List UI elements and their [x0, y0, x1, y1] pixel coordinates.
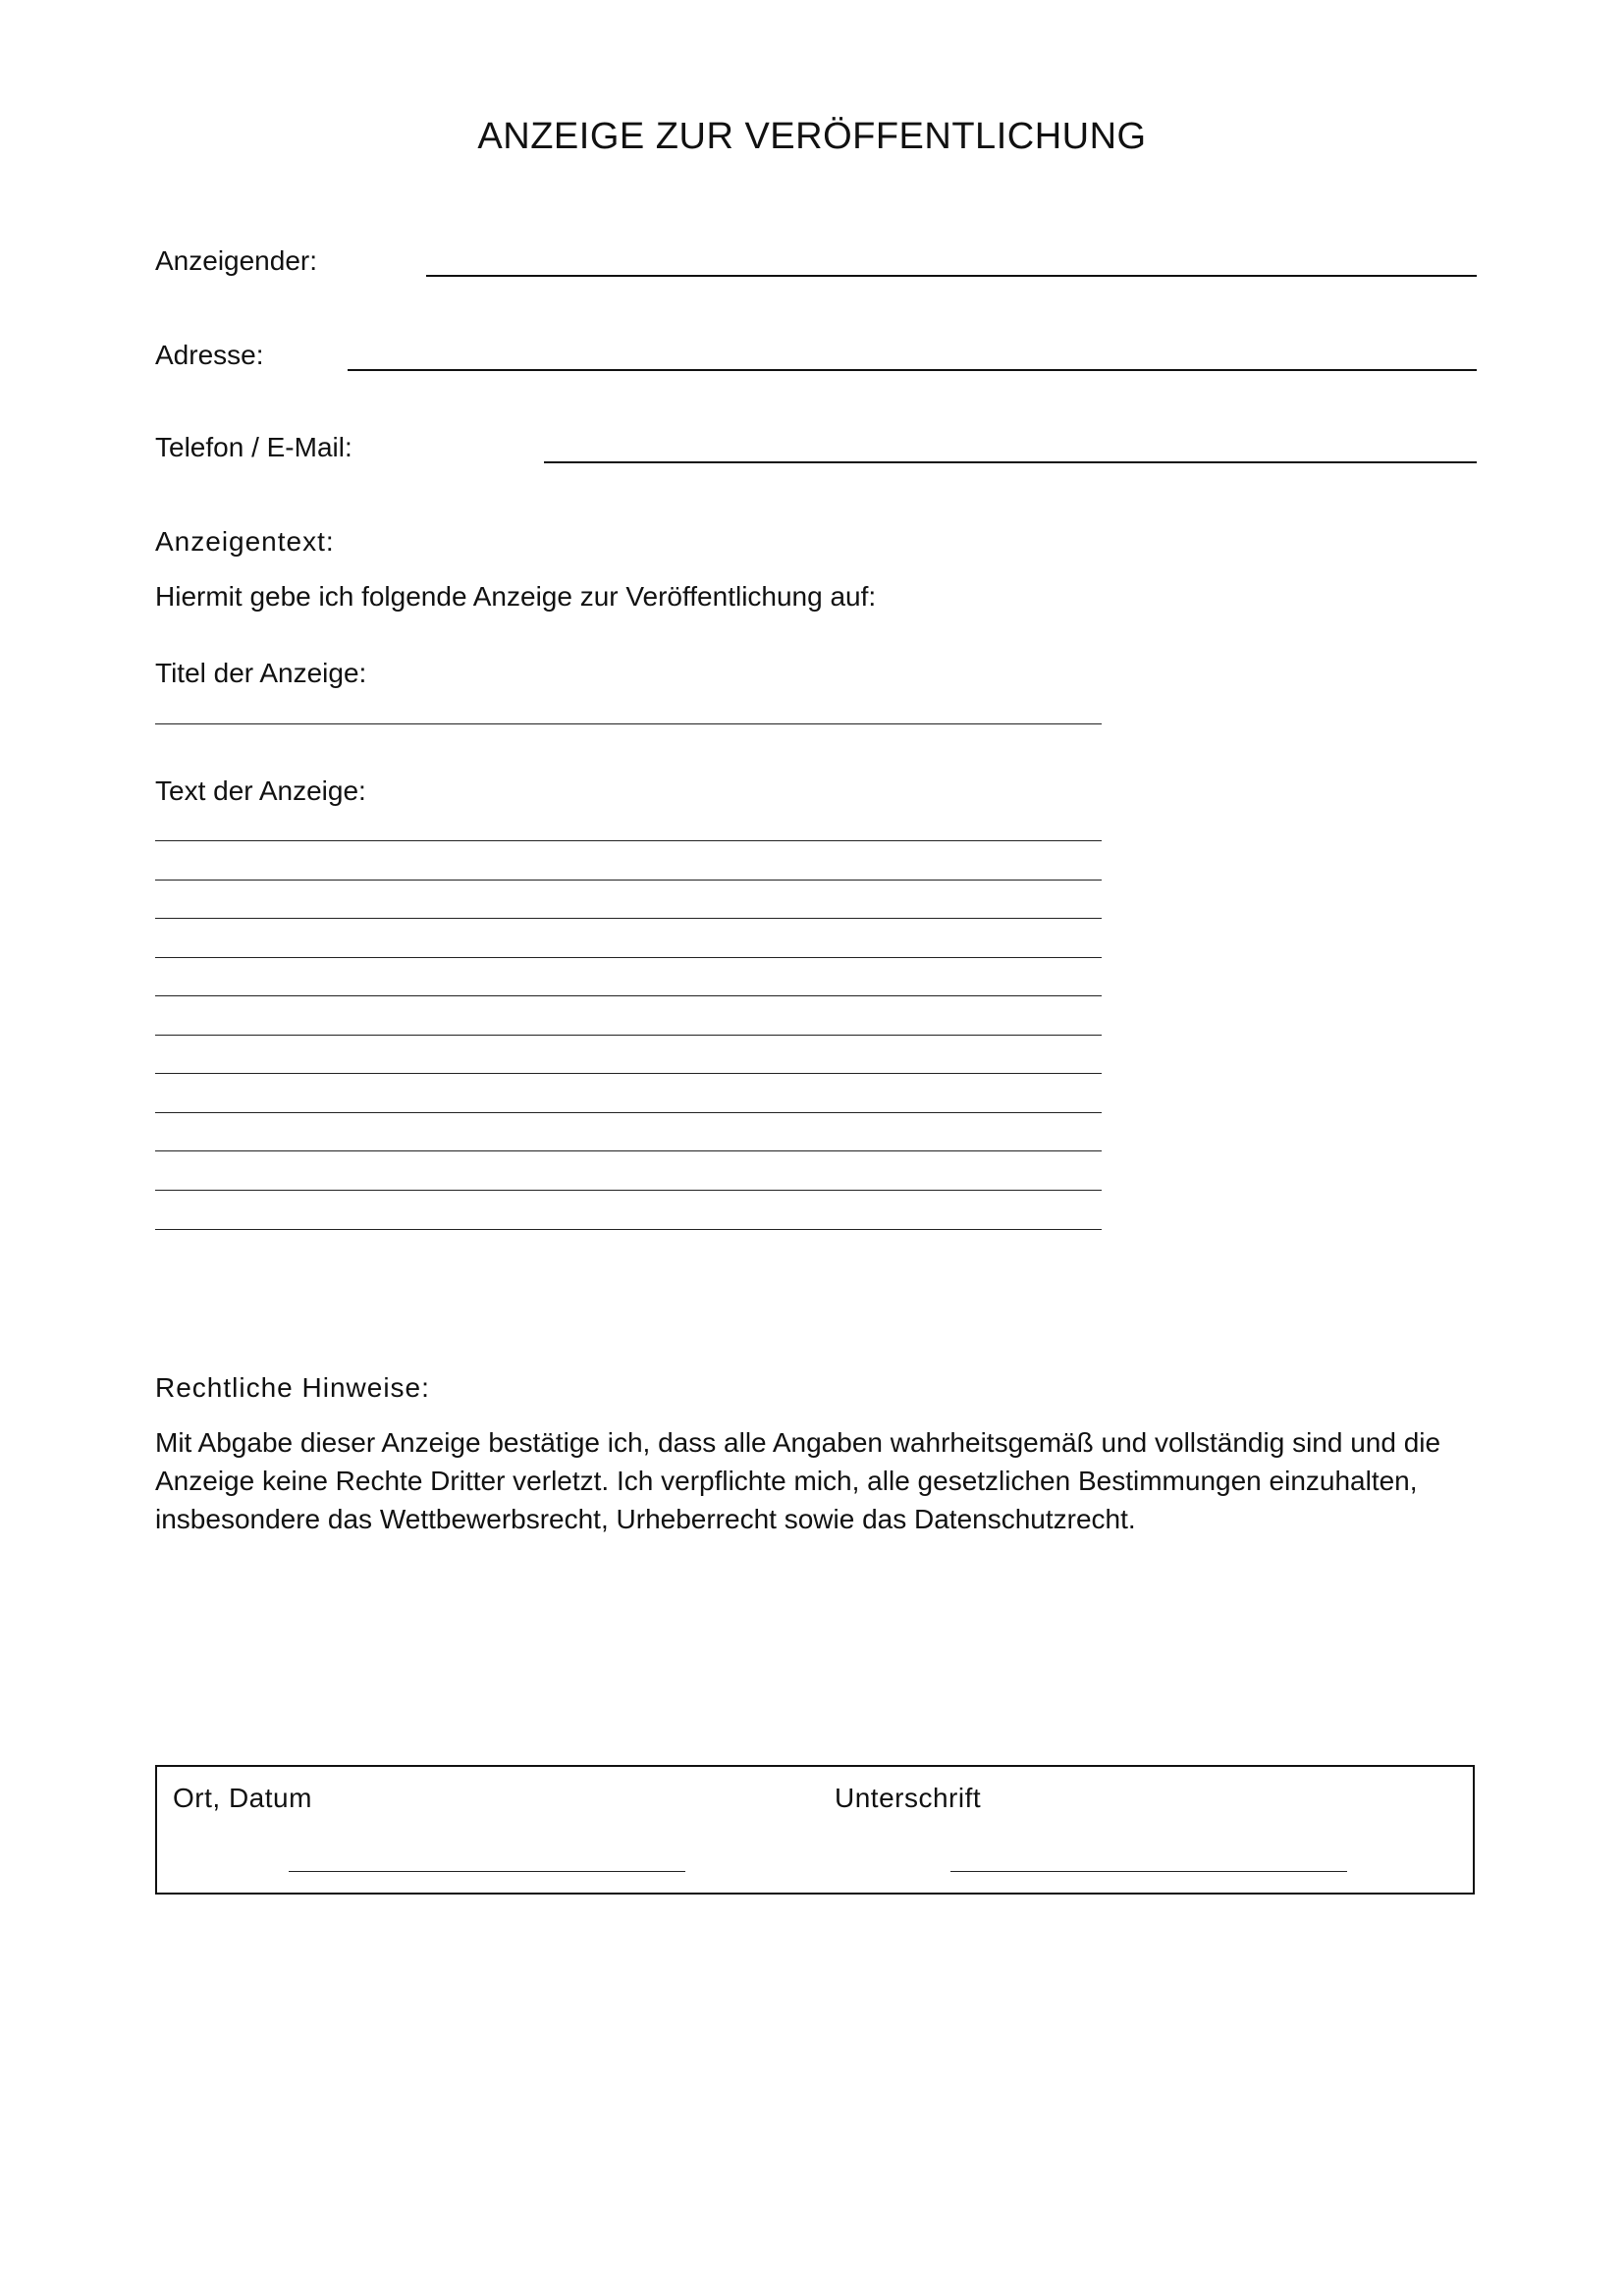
rechtliche-hinweise-heading: Rechtliche Hinweise:	[155, 1372, 430, 1403]
text-input-line[interactable]	[155, 1190, 1102, 1191]
text-input-line[interactable]	[155, 1150, 1102, 1151]
signature-box	[155, 1765, 1475, 1895]
unterschrift-input-line[interactable]	[950, 1871, 1347, 1872]
text-input-line[interactable]	[155, 918, 1102, 919]
text-label: Text der Anzeige:	[155, 775, 366, 806]
anzeigentext-heading: Anzeigentext:	[155, 526, 335, 557]
adresse-label: Adresse:	[155, 340, 264, 370]
kontakt-label: Telefon / E-Mail:	[155, 432, 352, 462]
anzeigentext-intro: Hiermit gebe ich folgende Anzeige zur Veröffentlichung auf:	[155, 581, 877, 612]
field-adresse	[155, 340, 1477, 389]
text-input-line[interactable]	[155, 957, 1102, 958]
text-input-line[interactable]	[155, 1112, 1102, 1113]
anzeigender-label: Anzeigender:	[155, 245, 318, 276]
text-input-line[interactable]	[155, 1229, 1102, 1230]
field-anzeigender	[155, 245, 1477, 294]
page-title: ANZEIGE ZUR VERÖFFENTLICHUNG	[477, 116, 1147, 157]
adresse-input-line[interactable]	[348, 369, 1477, 371]
text-input-line[interactable]	[155, 840, 1102, 841]
rechtliche-hinweise-text: Mit Abgabe dieser Anzeige bestätige ich, dass alle Angaben wahrheitsgemäß und vollständig sind und die Anzeige keine Rechte Dritter verletzt. Ich verpflichte mich, alle gesetzlichen Bestimmungen einzuhalten, insbesondere das Wettbewerbsrecht, Urheberrecht sowie das Datenschutzrecht.	[155, 1427, 1441, 1534]
ort-datum-input-line[interactable]	[289, 1871, 685, 1872]
titel-label: Titel der Anzeige:	[155, 658, 367, 688]
unterschrift-label: Unterschrift	[835, 1783, 982, 1813]
titel-input-line[interactable]	[155, 723, 1102, 724]
kontakt-input-line[interactable]	[544, 461, 1477, 463]
text-input-line[interactable]	[155, 880, 1102, 881]
text-input-line[interactable]	[155, 1035, 1102, 1036]
anzeigender-input-line[interactable]	[426, 275, 1477, 277]
field-kontakt	[155, 432, 1477, 481]
text-input-line[interactable]	[155, 1073, 1102, 1074]
ort-datum-label: Ort, Datum	[173, 1783, 312, 1813]
text-input-line[interactable]	[155, 995, 1102, 996]
